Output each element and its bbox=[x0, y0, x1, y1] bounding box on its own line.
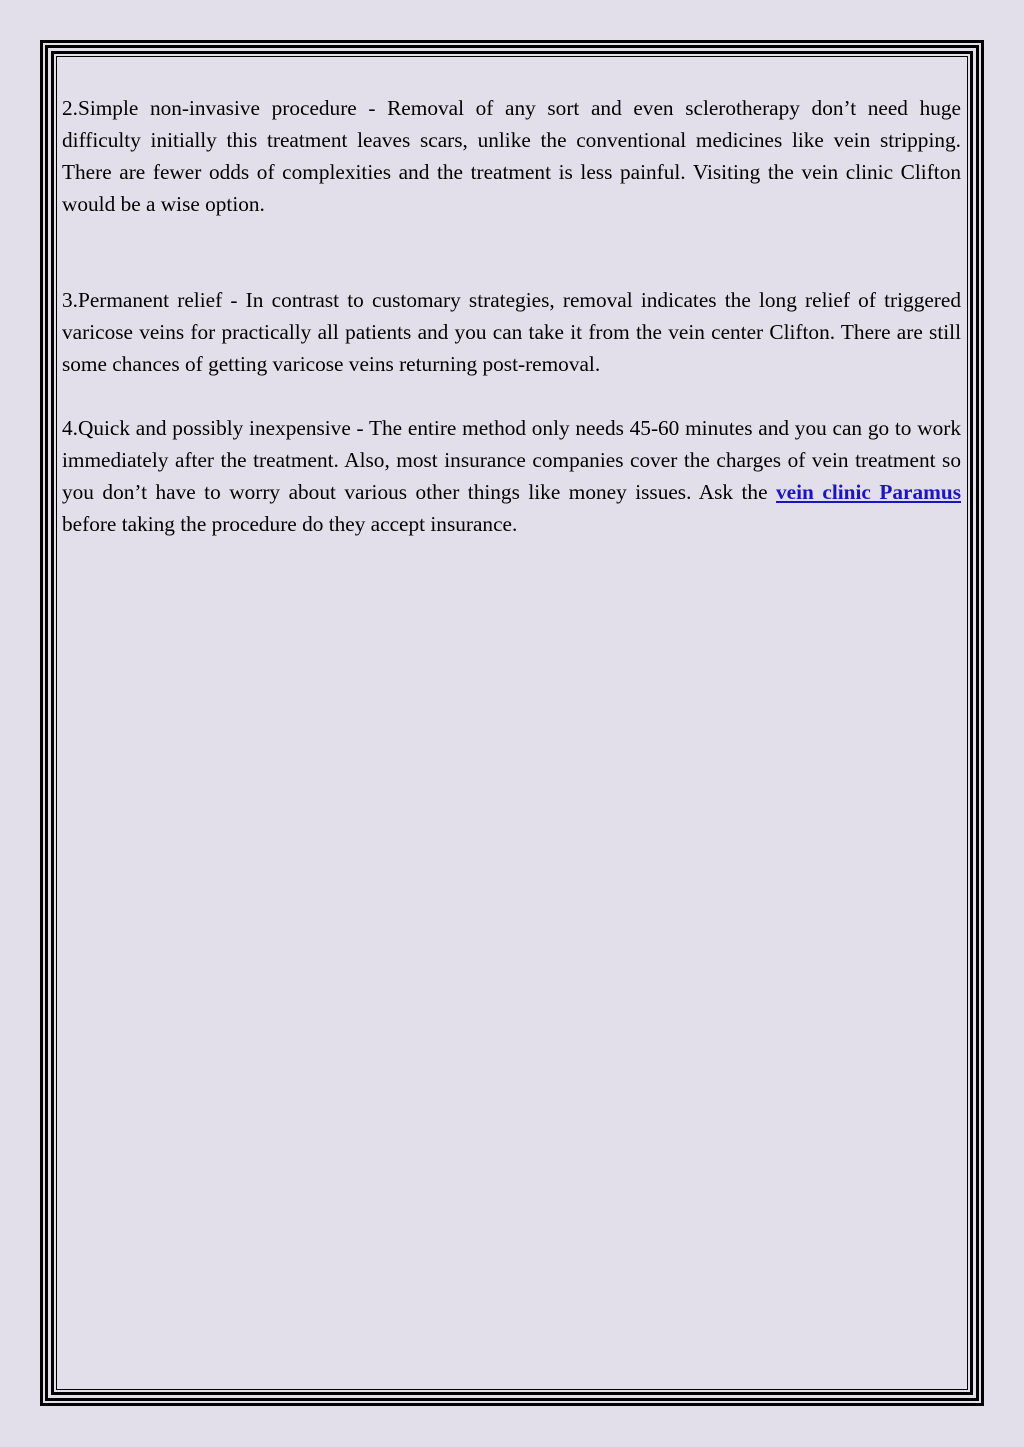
vein-clinic-paramus-link[interactable]: vein clinic Paramus bbox=[776, 480, 961, 504]
paragraph-spacer bbox=[62, 220, 961, 284]
paragraph-permanent-relief: 3.Permanent relief - In contrast to customary strategies, removal indicates the long relief of triggered varicose veins for practically all patients and you can take it from the vein center Clifton. There are still some chances of getting varicose veins returning post-removal. bbox=[62, 288, 961, 376]
paragraph-simple-procedure: 2.Simple non-invasive procedure - Removal of any sort and even sclerotherapy don’t need huge difficulty initially this treatment leaves scars, unlike the conventional medicines like vein stripping. There are fewer odds of complexities and the treatment is less painful. Visiting the vein clinic Clifton would be a wise option. bbox=[62, 96, 961, 216]
paragraph-quick-inexpensive bbox=[62, 412, 961, 540]
paragraph-text-before-link: 4.Quick and possibly inexpensive - The entire method only needs 45-60 minutes and you can go to work immediately after the treatment. Also, most insurance companies cover the charges of vein treatment so you don’t have to worry about various other things like money issues. Ask the bbox=[62, 416, 961, 504]
document-body bbox=[62, 92, 961, 540]
paragraph-text-after-link: before taking the procedure do they accept insurance. bbox=[62, 512, 518, 536]
paragraph-spacer bbox=[62, 380, 961, 412]
